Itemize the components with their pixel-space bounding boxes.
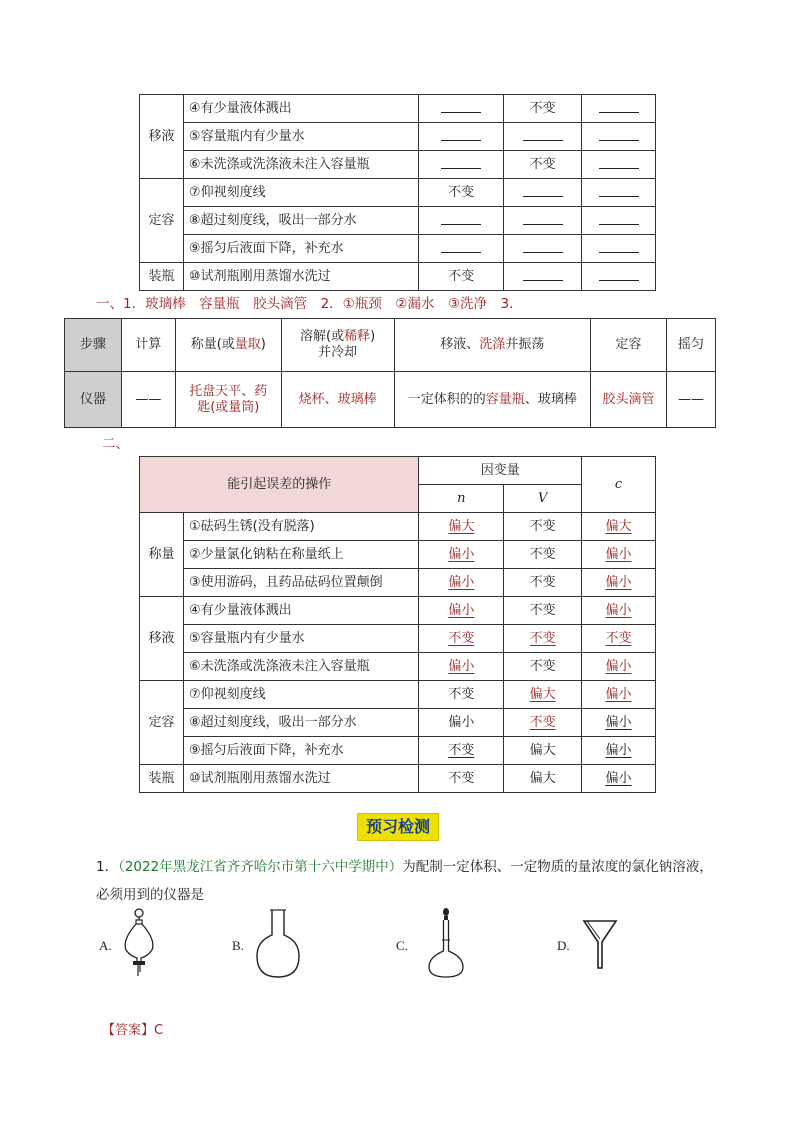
table-row	[140, 179, 656, 207]
value-text: 偏小	[605, 574, 632, 590]
value-cell	[504, 709, 582, 737]
steps-table	[64, 318, 716, 428]
blank-cell	[582, 151, 656, 179]
blank-cell	[419, 123, 504, 151]
operation-cell: ③使用游码，且药品砝码位置颠倒	[183, 569, 418, 597]
blank-cell	[419, 235, 504, 263]
value-text: 不变	[605, 630, 632, 646]
option-a-label[interactable]: A.	[99, 938, 112, 953]
value-cell	[582, 513, 656, 541]
answer-label: 【答案】	[102, 1023, 155, 1038]
header-c: c	[582, 457, 656, 513]
instrument-cell: 托盘天平、药 匙(或量筒)	[175, 372, 281, 428]
volumetric-flask-icon	[425, 907, 467, 979]
value-text: 不变	[529, 630, 556, 646]
value-text: 不变	[529, 518, 556, 534]
value-cell	[419, 569, 504, 597]
blank-cell	[419, 95, 504, 123]
answer-line	[102, 1019, 163, 1038]
value-cell	[419, 737, 504, 765]
answer-value: C	[154, 1023, 164, 1038]
blank-cell	[504, 123, 582, 151]
operation-cell: ⑩试剂瓶刚用蒸馏水洗过	[183, 765, 418, 793]
table-row	[65, 372, 716, 428]
group-label: 移液	[140, 95, 184, 179]
value-text: 偏小	[605, 686, 632, 702]
table-row	[140, 597, 656, 625]
blank-cell	[582, 235, 656, 263]
table-row	[140, 625, 656, 653]
group-label: 定容	[140, 179, 184, 263]
operation-cell: ⑩试剂瓶刚用蒸馏水洗过	[183, 263, 418, 291]
answer-line-1: 一、1．玻璃棒 容量瓶 胶头滴管 2．①瓶颈 ②漏水 ③洗净 3．	[96, 296, 523, 312]
value-cell	[582, 653, 656, 681]
value-cell	[504, 653, 582, 681]
value-cell: 不变	[504, 151, 582, 179]
question-number: 1．	[96, 859, 119, 875]
value-text: 偏小	[605, 658, 632, 674]
value-text: 偏大	[605, 518, 632, 534]
operation-cell: ⑧超过刻度线，吸出一部分水	[183, 709, 418, 737]
table-row	[140, 235, 656, 263]
value-cell	[419, 597, 504, 625]
value-cell	[504, 625, 582, 653]
table-row	[140, 681, 656, 709]
table-row	[140, 207, 656, 235]
value-text: 偏大	[448, 518, 475, 534]
value-text: 不变	[448, 770, 475, 786]
value-text: 偏小	[448, 602, 475, 618]
value-text: 不变	[529, 602, 556, 618]
value-text: 偏小	[448, 574, 475, 590]
operation-cell: ⑧超过刻度线，吸出一部分水	[183, 207, 418, 235]
table-row	[140, 737, 656, 765]
separatory-funnel-icon	[114, 906, 164, 980]
value-text: 偏小	[605, 714, 632, 730]
table-row	[140, 653, 656, 681]
step-cell: 摇匀	[667, 319, 716, 372]
value-cell	[582, 597, 656, 625]
value-cell	[582, 765, 656, 793]
table-row	[140, 263, 656, 291]
operation-cell: ①砝码生锈(没有脱落)	[183, 513, 418, 541]
value-cell	[419, 709, 504, 737]
value-cell	[504, 541, 582, 569]
value-cell	[504, 597, 582, 625]
value-text: 不变	[529, 574, 556, 590]
blank-cell	[504, 207, 582, 235]
header-n: n	[419, 485, 504, 513]
table-row	[140, 151, 656, 179]
blank-cell	[504, 235, 582, 263]
step-cell: 溶解(或稀释) 并冷却	[281, 319, 394, 372]
table-row	[140, 569, 656, 597]
value-cell	[419, 681, 504, 709]
value-cell	[419, 625, 504, 653]
value-text: 偏大	[529, 686, 556, 702]
group-label: 装瓶	[140, 765, 184, 793]
table-row	[65, 319, 716, 372]
group-label: 定容	[140, 681, 184, 765]
table-row	[140, 709, 656, 737]
value-cell	[582, 541, 656, 569]
step-cell: 计算	[121, 319, 175, 372]
question-text: 为配制一定体积、一定物质的量浓度的氯化钠溶液，必须用到的仪器是	[96, 859, 713, 903]
question-1	[96, 853, 716, 909]
value-text: 偏小	[448, 714, 475, 730]
value-cell: 不变	[419, 263, 504, 291]
value-text: 不变	[529, 546, 556, 562]
value-cell: 不变	[504, 95, 582, 123]
value-text: 不变	[448, 630, 475, 646]
value-text: 不变	[529, 714, 556, 730]
value-text: 偏小	[448, 658, 475, 674]
exercise-table	[139, 94, 656, 291]
value-text: 不变	[448, 742, 475, 758]
value-cell	[504, 681, 582, 709]
error-analysis-table	[139, 456, 656, 793]
option-b-label[interactable]: B.	[232, 938, 244, 953]
value-text: 偏小	[448, 546, 475, 562]
blank-cell	[419, 151, 504, 179]
operation-cell: ⑦仰视刻度线	[183, 179, 418, 207]
blank-cell	[419, 207, 504, 235]
question-source: （2022年黑龙江省齐齐哈尔市第十六中学期中）	[118, 859, 403, 875]
value-text: 不变	[529, 658, 556, 674]
value-text: 偏大	[529, 770, 556, 786]
header-operation: 能引起误差的操作	[140, 457, 419, 513]
option-c-label[interactable]: C.	[396, 938, 408, 953]
value-cell	[582, 737, 656, 765]
step-cell: 称量(或量取)	[175, 319, 281, 372]
table-row	[140, 123, 656, 151]
operation-cell: ②少量氯化钠粘在称量纸上	[183, 541, 418, 569]
value-cell	[582, 569, 656, 597]
value-text: 偏小	[605, 602, 632, 618]
instrument-cell: 一定体积的的容量瓶、玻璃棒	[394, 372, 591, 428]
value-cell	[419, 765, 504, 793]
table-row	[140, 765, 656, 793]
step-cell: 移液、洗涤并振荡	[394, 319, 591, 372]
table-row	[140, 541, 656, 569]
blank-cell	[504, 263, 582, 291]
value-cell	[504, 513, 582, 541]
option-d-label[interactable]: D.	[557, 938, 570, 953]
funnel-icon	[582, 918, 618, 970]
header-v: V	[504, 485, 582, 513]
value-cell: 不变	[419, 179, 504, 207]
value-text: 不变	[448, 686, 475, 702]
operation-cell: ⑨摇匀后液面下降，补充水	[183, 737, 418, 765]
value-text: 偏小	[605, 546, 632, 562]
step-cell: 定容	[591, 319, 667, 372]
operation-cell: ⑦仰视刻度线	[183, 681, 418, 709]
blank-cell	[582, 95, 656, 123]
operation-cell: ⑥未洗涤或洗涤液未注入容量瓶	[183, 653, 418, 681]
operation-cell: ⑤容量瓶内有少量水	[183, 123, 418, 151]
operation-cell: ④有少量液体溅出	[183, 597, 418, 625]
instrument-cell: ——	[121, 372, 175, 428]
value-cell	[419, 541, 504, 569]
table-row	[140, 95, 656, 123]
round-bottom-flask-icon	[253, 909, 303, 979]
blank-cell	[582, 263, 656, 291]
operation-cell: ⑨摇匀后液面下降，补充水	[183, 235, 418, 263]
group-label: 装瓶	[140, 263, 184, 291]
blank-cell	[582, 207, 656, 235]
value-cell	[419, 653, 504, 681]
blank-cell	[582, 123, 656, 151]
group-label: 移液	[140, 597, 184, 681]
table-header-row	[140, 457, 656, 485]
value-cell	[582, 709, 656, 737]
value-cell	[582, 681, 656, 709]
value-text: 偏大	[529, 742, 556, 758]
value-cell	[582, 625, 656, 653]
instrument-cell: 胶头滴管	[591, 372, 667, 428]
blank-cell	[582, 179, 656, 207]
value-cell	[504, 765, 582, 793]
value-cell	[504, 569, 582, 597]
header-factor: 因变量	[419, 457, 582, 485]
operation-cell: ④有少量液体溅出	[183, 95, 418, 123]
group-label: 称量	[140, 513, 184, 597]
operation-cell: ⑤容量瓶内有少量水	[183, 625, 418, 653]
value-cell	[419, 513, 504, 541]
section-title: 预习检测	[357, 813, 439, 841]
section-label-2: 二、	[102, 436, 129, 452]
value-text: 偏小	[605, 770, 632, 786]
row-label: 仪器	[65, 372, 122, 428]
operation-cell: ⑥未洗涤或洗涤液未注入容量瓶	[183, 151, 418, 179]
table-row	[140, 513, 656, 541]
instrument-cell: 烧杯、玻璃棒	[281, 372, 394, 428]
blank-cell	[504, 179, 582, 207]
error-rows	[140, 513, 656, 793]
value-text: 偏小	[605, 742, 632, 758]
instrument-cell: ——	[667, 372, 716, 428]
row-label: 步骤	[65, 319, 122, 372]
value-cell	[504, 737, 582, 765]
